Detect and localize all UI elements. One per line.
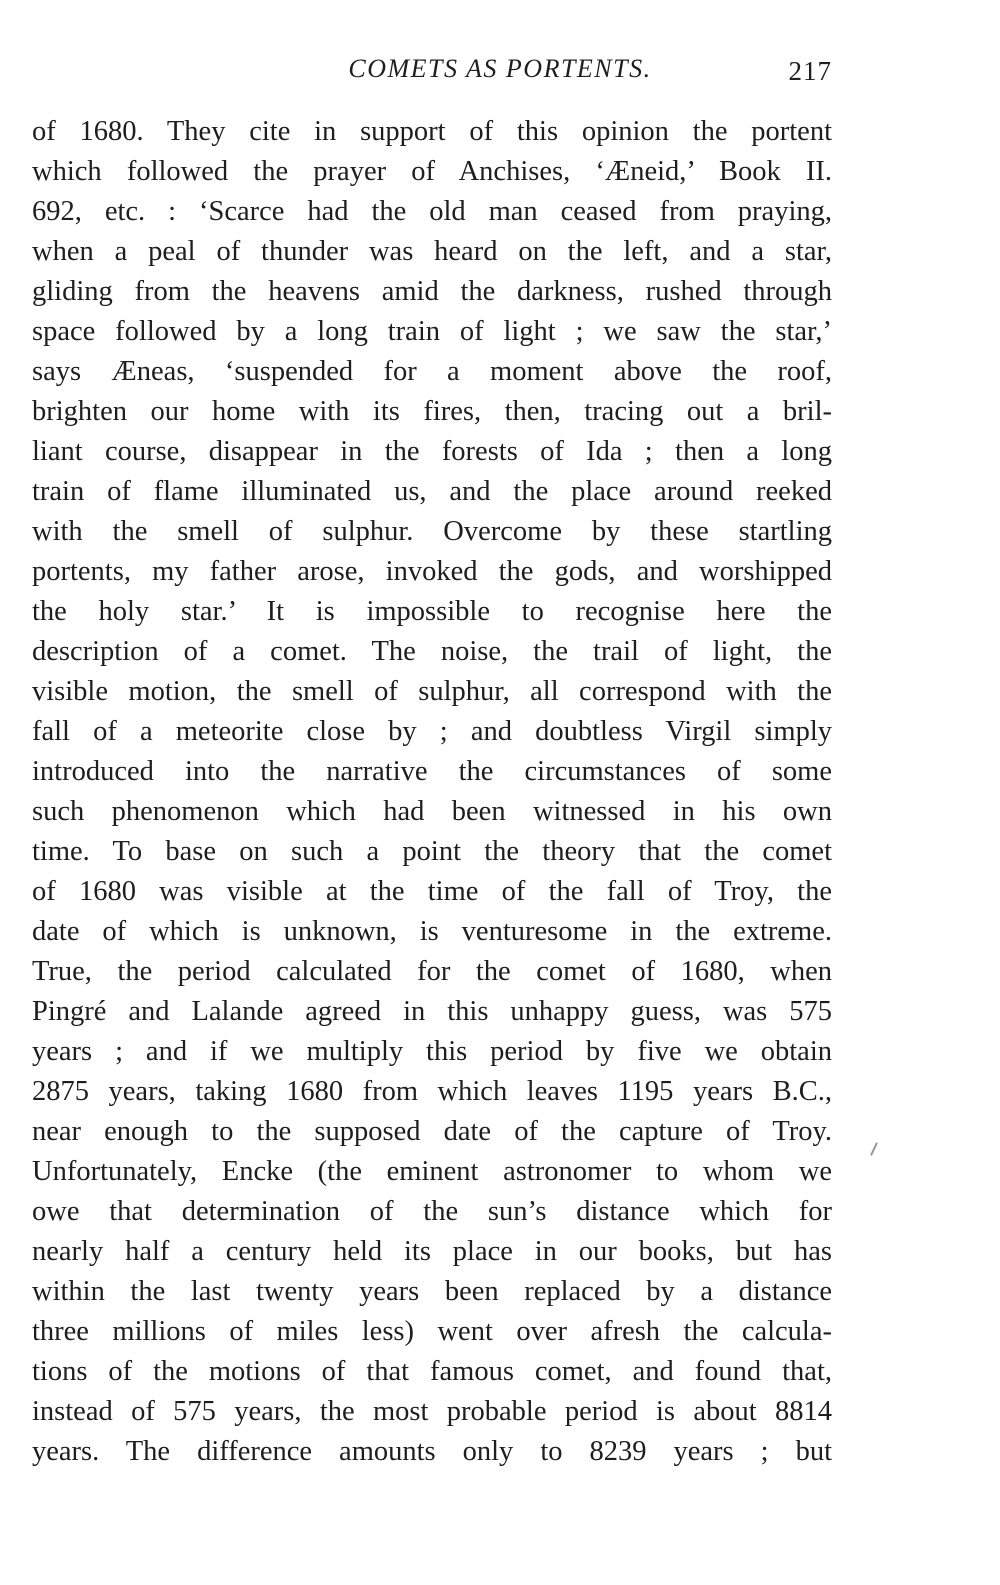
text-line: visible motion, the smell of sulphur, all correspond with the (32, 676, 832, 707)
text-line: the holy star.’ It is impossible to recognise here the (32, 596, 832, 627)
text-line: fall of a meteorite close by ; and doubtless Virgil simply (32, 716, 832, 747)
text-line: within the last twenty years been replaced by a distance (32, 1276, 832, 1307)
text-line: True, the period calculated for the comet of 1680, when (32, 956, 832, 987)
text-line: such phenomenon which had been witnessed in his own (32, 796, 832, 827)
body-text (32, 112, 832, 1472)
margin-pencil-mark (870, 1142, 878, 1156)
text-line: time. To base on such a point the theory that the comet (32, 836, 832, 867)
text-line: with the smell of sulphur. Overcome by these startling (32, 516, 832, 547)
text-line: instead of 575 years, the most probable period is about 8814 (32, 1396, 832, 1427)
text-line: space followed by a long train of light ; we saw the star,’ (32, 316, 832, 347)
text-line: date of which is unknown, is venturesome in the extreme. (32, 916, 832, 947)
text-line: of 1680. They cite in support of this opinion the portent (32, 116, 832, 147)
running-title: COMETS AS PORTENTS. (348, 54, 652, 83)
text-line: Pingré and Lalande agreed in this unhappy guess, was 575 (32, 996, 832, 1027)
text-line: Unfortunately, Encke (the eminent astronomer to whom we (32, 1156, 832, 1187)
text-line: three millions of miles less) went over afresh the calcula- (32, 1316, 832, 1347)
text-line: gliding from the heavens amid the darkness, rushed through (32, 276, 832, 307)
text-line: description of a comet. The noise, the trail of light, the (32, 636, 832, 667)
text-line: years. The difference amounts only to 8239 years ; but (32, 1436, 832, 1467)
text-line: train of flame illuminated us, and the place around reeked (32, 476, 832, 507)
text-line: 2875 years, taking 1680 from which leaves 1195 years B.C., (32, 1076, 832, 1107)
text-line: tions of the motions of that famous comet, and found that, (32, 1356, 832, 1387)
text-line: owe that determination of the sun’s distance which for (32, 1196, 832, 1227)
text-line: nearly half a century held its place in our books, but has (32, 1236, 832, 1267)
text-line: brighten our home with its fires, then, tracing out a bril- (32, 396, 832, 427)
text-line: says Æneas, ‘suspended for a moment above the roof, (32, 356, 832, 387)
text-line: introduced into the narrative the circumstances of some (32, 756, 832, 787)
page-number: 217 (788, 56, 832, 86)
text-line: near enough to the supposed date of the capture of Troy. (32, 1116, 832, 1147)
text-line: when a peal of thunder was heard on the left, and a star, (32, 236, 832, 267)
text-line: 692, etc. : ‘Scarce had the old man ceased from praying, (32, 196, 832, 227)
text-line: liant course, disappear in the forests of Ida ; then a long (32, 436, 832, 467)
text-line: years ; and if we multiply this period by five we obtain (32, 1036, 832, 1067)
text-line: of 1680 was visible at the time of the fall of Troy, the (32, 876, 832, 907)
text-line: which followed the prayer of Anchises, ‘Æneid,’ Book II. (32, 156, 832, 187)
running-head (0, 50, 1000, 90)
text-line: portents, my father arose, invoked the gods, and worshipped (32, 556, 832, 587)
